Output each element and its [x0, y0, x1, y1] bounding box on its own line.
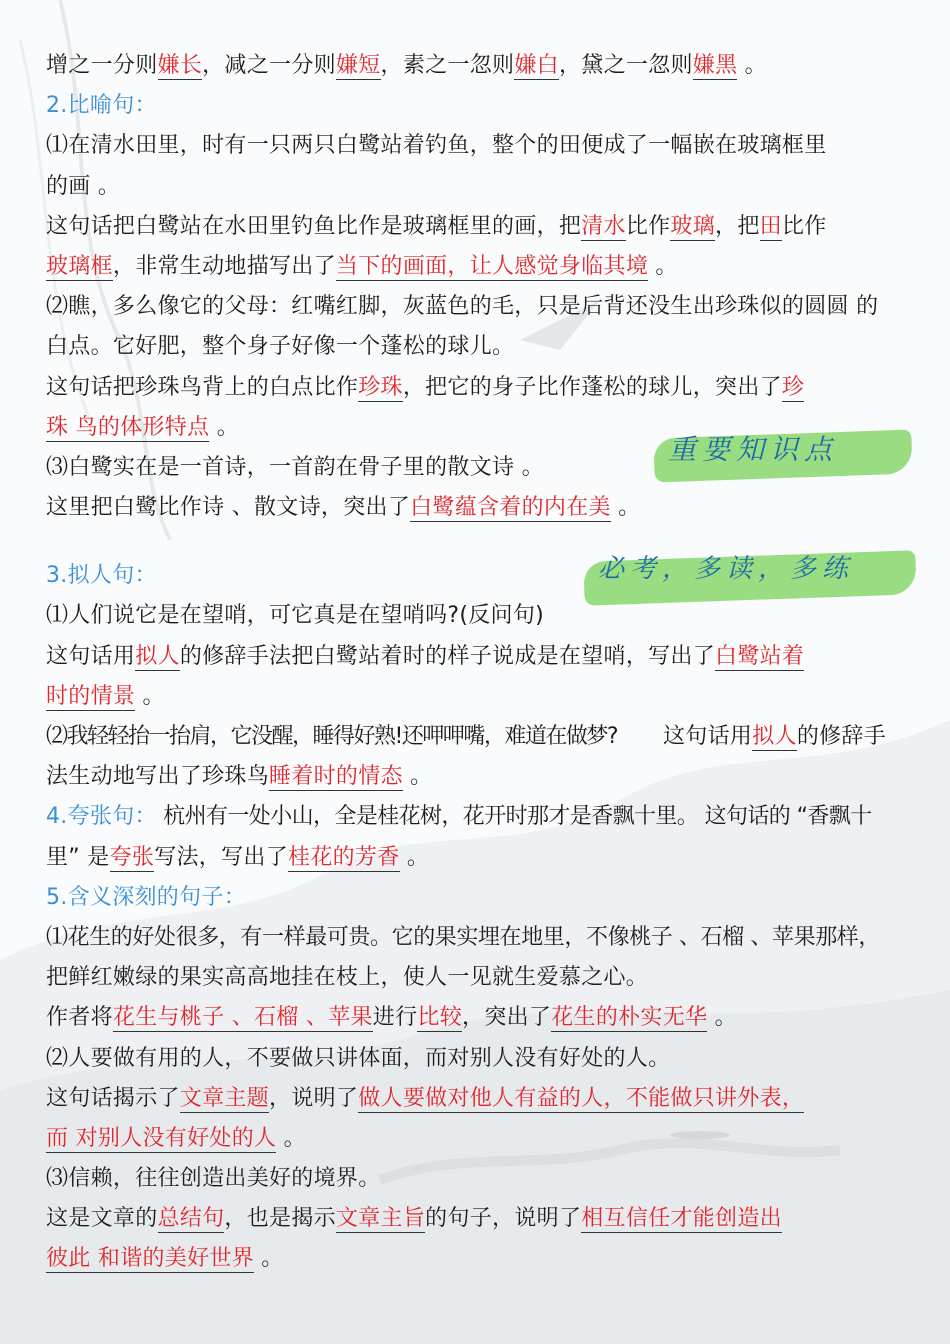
metaphor-3-question: ⑶白鹭实在是一首诗，一首韵在骨子里的散文诗 。: [46, 454, 544, 480]
personification-1-answer-cont: 时的情景 。: [46, 683, 165, 709]
profound-1-question: ⑴花生的好处很多，有一样最可贵。它的果实埋在地里，不像桃子 、石榴 、苹果那样，: [46, 924, 880, 950]
profound-3-answer-cont: 彼此 和谐的美好世界 。: [46, 1246, 284, 1272]
section-title-profound: 5.含义深刻的句子：: [46, 884, 246, 910]
profound-2-answer: 这句话揭示了文章主题，说明了做人要做对他人有益的人，不能做只讲外表，: [46, 1085, 805, 1111]
profound-1-question-cont: 把鲜红嫩绿的果实高高地挂在枝上，使人一见就生爱慕之心。: [46, 965, 649, 991]
profound-2-question: ⑵人要做有用的人，不要做只讲体面，而对别人没有好处的人。: [46, 1045, 671, 1071]
metaphor-1-answer-cont: 玻璃框，非常生动地描写出了当下的画面，让人感觉身临其境 。: [46, 253, 678, 279]
intro-line: 增之一分则嫌长，减之一分则嫌短，素之一忽则嫌白，黛之一忽则嫌黑 。: [46, 53, 767, 78]
metaphor-1-answer: 这句话把白鹭站在水田里钓鱼比作是玻璃框里的画，把清水比作玻璃，把田比作: [46, 213, 827, 239]
profound-3-question: ⑶信赖，往往创造出美好的境界。: [46, 1166, 381, 1192]
personification-1-question: ⑴人们说它是在望哨，可它真是在望哨吗?(反问句): [46, 603, 545, 629]
profound-3-answer: 这是文章的总结句，也是揭示文章主旨的句子，说明了相互信任才能创造出: [46, 1206, 782, 1232]
metaphor-2-question-cont: 白点。它好肥，整个身子好像一个蓬松的球儿。: [46, 334, 515, 360]
metaphor-1-question-cont: 的画 。: [46, 173, 121, 199]
hyperbole-line: 4.夸张句： 杭州有一处小山，全是桂花树，花开时那才是香飘十里。 这句话的 “香飘十: [46, 804, 872, 830]
metaphor-3-answer: 这里把白鹭比作诗 、散文诗，突出了白鹭蕴含着的内在美 。: [46, 495, 641, 521]
hyperbole-answer: 里” 是夸张写法，写出了桂花的芳香 。: [46, 844, 430, 870]
must-test-marker: 必考，多读，多练: [598, 548, 854, 585]
profound-2-answer-cont: 而 对别人没有好处的人 。: [46, 1125, 306, 1151]
metaphor-2-answer: 这句话把珍珠鸟背上的白点比作珍珠，把它的身子比作蓬松的球儿，突出了珍: [46, 374, 805, 400]
personification-2: ⑵我轻轻抬一抬肩，它没醒，睡得好熟!还呷呷嘴，难道在做梦? 这句话用拟人的修辞手: [46, 724, 887, 749]
study-notes: [46, 46, 912, 1280]
profound-1-answer: 作者将花生与桃子 、石榴 、苹果进行比较，突出了花生的朴实无华 。: [46, 1005, 737, 1031]
metaphor-2-answer-cont: 珠 鸟的体形特点 。: [46, 414, 239, 440]
section-title-personification: 3.拟人句：: [46, 563, 157, 589]
metaphor-2-question: ⑵瞧，多么像它的父母：红嘴红脚，灰蓝色的毛，只是后背还没生出珍珠似的圆圆 的: [46, 294, 879, 320]
important-knowledge-marker: 重要知识点: [668, 428, 838, 468]
personification-1-answer: 这句话用拟人的修辞手法把白鹭站着时的样子说成是在望哨，写出了白鹭站着: [46, 643, 805, 669]
personification-2-answer-cont: 法生动地写出了珍珠鸟睡着时的情态 。: [46, 764, 433, 790]
section-title-hyperbole: 4.夸张句：: [46, 804, 157, 830]
metaphor-1-question: ⑴在清水田里，时有一只两只白鹭站着钓鱼，整个的田便成了一幅嵌在玻璃框里: [46, 133, 827, 159]
section-title-metaphor: 2.比喻句：: [46, 93, 157, 119]
